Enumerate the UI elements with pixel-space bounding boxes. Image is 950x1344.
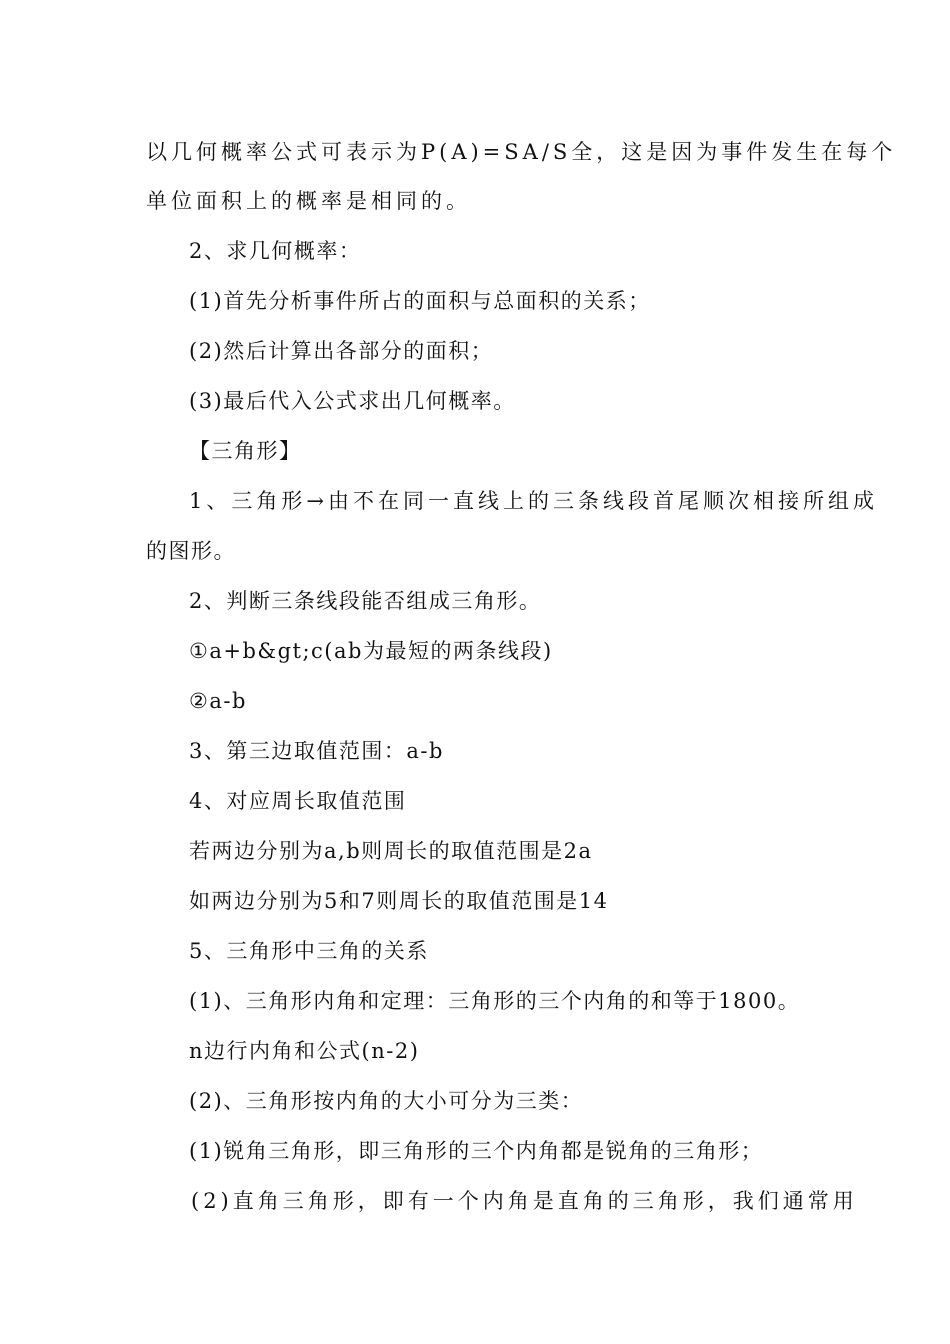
paragraph-line: (1)锐角三角形，即三角形的三个内角都是锐角的三角形； [189,1139,764,1163]
paragraph-line: 5、三角形中三角的关系 [189,939,429,963]
paragraph-line: 如两边分别为5和7则周长的取值范围是14 [189,889,609,913]
paragraph-line: (1)、三角形内角和定理：三角形的三个内角的和等于1800。 [189,989,801,1013]
paragraph-line: 3、第三边取值范围：a-b [189,739,444,763]
paragraph-line: 2、求几何概率： [189,239,362,263]
paragraph-line: 的图形。 [146,539,236,563]
paragraph-line: 以几何概率公式可表示为P(A)=SA/S全，这是因为事件发生在每个 [146,140,897,164]
paragraph-line: ①a+b&gt;c(ab为最短的两条线段) [189,639,553,663]
paragraph-line: (1)首先分析事件所占的面积与总面积的关系； [189,289,651,313]
paragraph-line: 4、对应周长取值范围 [189,789,407,813]
paragraph-line: n边行内角和公式(n-2) [189,1039,420,1063]
paragraph-line: (3)最后代入公式求出几何概率。 [189,389,516,413]
paragraph-line: ②a-b [189,689,247,713]
paragraph-line: (2)、三角形按内角的大小可分为三类： [189,1089,584,1113]
section-heading: 【三角形】 [189,439,302,463]
paragraph-line: (2)然后计算出各部分的面积； [189,339,494,363]
paragraph-line: 2、判断三条线段能否组成三角形。 [189,589,542,613]
paragraph-line: 单位面积上的概率是相同的。 [146,189,471,213]
paragraph-line: 1、三角形→由不在同一直线上的三条线段首尾顺次相接所组成 [189,489,878,513]
paragraph-line: 若两边分别为a,b则周长的取值范围是2a [189,839,593,863]
paragraph-line: (2)直角三角形，即有一个内角是直角的三角形，我们通常用 [191,1189,858,1213]
